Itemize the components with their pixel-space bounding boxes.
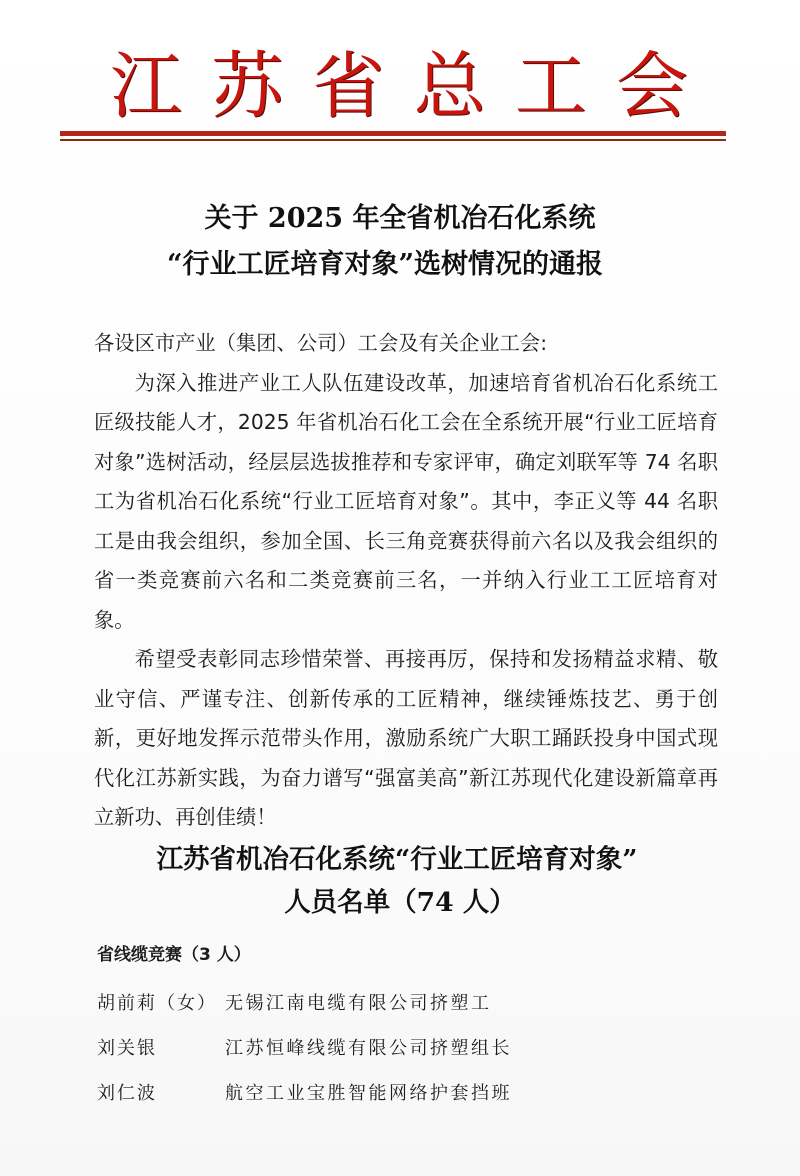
roster-title-line2: 人员名单（74 人）: [284, 887, 516, 918]
roster-list: [97, 981, 717, 1116]
member-org-position: 江苏恒峰线缆有限公司挤塑组长: [225, 1038, 512, 1059]
masthead-rule-thick: [60, 131, 726, 136]
roster-title-line1: 江苏省机冶石化系统“行业工匠培育对象”: [156, 844, 638, 875]
member-name: 刘仁波: [97, 1083, 157, 1104]
body-paragraph-2: 希望受表彰同志珍惜荣誉、再接再厉，保持和发扬精益求精、敬业守信、严谨专注、创新传承的工匠精神，继续锤炼技艺、勇于创新，更好地发挥示范带头作用，激励系统广大职工踊跃投身中国式现代化江苏新实践，为奋力谱写“强富美高”新江苏现代化建设新篇章再立新功、再创佳绩！: [94, 647, 718, 829]
masthead-char: 省: [312, 44, 385, 128]
member-org-position: 无锡江南电缆有限公司挤塑工: [225, 993, 492, 1014]
roster-section-header: 省线缆竞赛（3 人）: [97, 945, 251, 965]
masthead-char: 苏: [211, 44, 284, 128]
roster-row: [97, 981, 717, 1026]
salutation: 各设区市产业（集团、公司）工会及有关企业工会:: [94, 331, 548, 355]
document-body: [94, 324, 718, 838]
masthead-char: 工: [514, 44, 587, 128]
masthead-char: 总: [413, 44, 486, 128]
member-name: 胡前莉（女）: [97, 993, 217, 1014]
roster-row: [97, 1071, 717, 1116]
masthead-char: 江: [110, 44, 183, 128]
body-paragraph-1: 为深入推进产业工人队伍建设改革，加速培育省机冶石化系统工匠级技能人才，2025 年省机冶石化工会在全系统开展“行业工匠培育对象”选树活动，经层层选拔推荐和专家评审，确定刘联军等 74 名职工为省机冶石化系统“行业工匠培育对象”。其中，李正义等 44 名职工是由我会组织，参加全国、长三角竞赛获得前六名以及我会组织的省一类竞赛前六名和二类竞赛前三名，一并纳入行业工工匠培育对象。: [94, 370, 718, 632]
member-org-position: 航空工业宝胜智能网络护套挡班: [225, 1083, 512, 1104]
roster-title: [0, 838, 800, 924]
document-title: [0, 196, 800, 288]
document-title-line2: “行业工匠培育对象”选树情况的通报: [166, 249, 604, 280]
masthead-char: 会: [615, 44, 688, 128]
masthead-rule-thin: [60, 139, 726, 141]
document-title-line1: 关于 2025 年全省机冶石化系统: [204, 203, 596, 234]
roster-row: [97, 1026, 717, 1071]
member-name: 刘关银: [97, 1038, 157, 1059]
masthead-title: [60, 46, 740, 126]
